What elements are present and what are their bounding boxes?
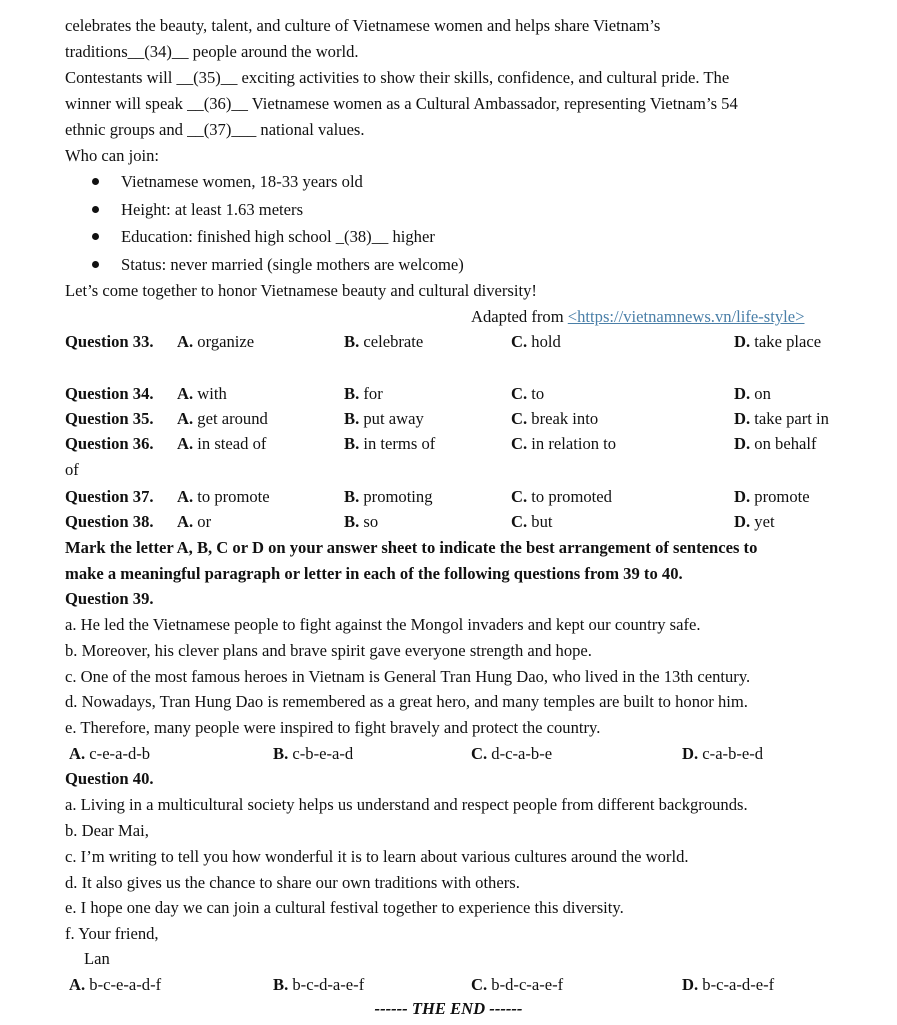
passage-line: winner will speak __(36)__ Vietnamese women as a Cultural Ambassador, representing Vietnam’s 54 — [65, 94, 738, 113]
bullet-dot-icon — [92, 206, 99, 213]
option-a: A. with — [177, 384, 227, 403]
option-d-wrap: of — [65, 460, 79, 479]
option-b: B. celebrate — [344, 332, 424, 351]
source-prefix: Adapted from — [471, 307, 568, 326]
sentence-item: e. Therefore, many people were inspired to fight bravely and protect the country. — [65, 718, 601, 737]
option-c: C. to promoted — [511, 487, 612, 506]
q40-option-a: A. b-c-e-a-d-f — [69, 975, 162, 994]
sentence-item: d. It also gives us the chance to share our own traditions with others. — [65, 873, 520, 892]
sentence-item: a. Living in a multicultural society helps us understand and respect people from different backgrounds. — [65, 795, 748, 814]
sentence-item: b. Moreover, his clever plans and brave spirit gave everyone strength and hope. — [65, 641, 592, 660]
source-link[interactable]: <https://vietnamnews.vn/life-style> — [567, 307, 805, 326]
q40-option-c: C. b-d-c-a-e-f — [471, 975, 564, 994]
option-b: B. put away — [344, 409, 424, 428]
question-label: Question 38. — [65, 512, 154, 531]
passage-closing: Let’s come together to honor Vietnamese beauty and cultural diversity! — [65, 281, 537, 300]
option-a: A. organize — [177, 332, 255, 351]
q40-option-d: D. b-c-a-d-e-f — [682, 975, 775, 994]
option-b: B. promoting — [344, 487, 433, 506]
bullet-dot-icon — [92, 261, 99, 268]
sentence-item: c. One of the most famous heroes in Vietnam is General Tran Hung Dao, who lived in the 13th century. — [65, 667, 751, 686]
sentence-item: b. Dear Mai, — [65, 821, 149, 840]
sentence-item: f. Your friend, — [65, 924, 159, 943]
option-b: B. for — [344, 384, 383, 403]
sentence-item: c. I’m writing to tell you how wonderful it is to learn about various cultures around the world. — [65, 847, 689, 866]
passage-line: celebrates the beauty, talent, and culture of Vietnamese women and helps share Vietnam’s — [65, 16, 661, 35]
option-c: C. break into — [511, 409, 599, 428]
passage-line: ethnic groups and __(37)___ national values. — [65, 120, 365, 139]
q39-option-b: B. c-b-e-a-d — [273, 744, 354, 763]
question-label: Question 37. — [65, 487, 154, 506]
bullet-item: Education: finished high school _(38)__ higher — [121, 227, 435, 246]
option-b: B. so — [344, 512, 379, 531]
option-b: B. in terms of — [344, 434, 436, 453]
sentence-item: e. I hope one day we can join a cultural festival together to experience this diversity. — [65, 898, 624, 917]
option-d: D. on behalf — [734, 434, 817, 453]
bullet-item: Status: never married (single mothers are welcome) — [121, 255, 464, 274]
who-can-join-heading: Who can join: — [65, 146, 160, 165]
option-a: A. or — [177, 512, 212, 531]
q39-option-c: C. d-c-a-b-e — [471, 744, 553, 763]
question-label: Question 35. — [65, 409, 154, 428]
bullet-item: Height: at least 1.63 meters — [121, 200, 304, 219]
option-d: D. take place — [734, 332, 822, 351]
sentence-item: a. He led the Vietnamese people to fight against the Mongol invaders and kept our country safe. — [65, 615, 701, 634]
q39-option-a: A. c-e-a-d-b — [69, 744, 151, 763]
instruction-line: make a meaningful paragraph or letter in each of the following questions from 39 to 40. — [65, 564, 683, 583]
bullet-dot-icon — [92, 233, 99, 240]
bullet-dot-icon — [92, 178, 99, 185]
q39-option-d: D. c-a-b-e-d — [682, 744, 764, 763]
question-40-label: Question 40. — [65, 769, 154, 788]
option-c: C. hold — [511, 332, 561, 351]
option-a: A. to promote — [177, 487, 270, 506]
option-d: D. on — [734, 384, 771, 403]
instruction-line: Mark the letter A, B, C or D on your answer sheet to indicate the best arrangement of sentences to — [65, 538, 758, 557]
option-d: D. yet — [734, 512, 775, 531]
question-39-label: Question 39. — [65, 589, 154, 608]
passage-line: traditions__(34)__ people around the world. — [65, 42, 359, 61]
option-c: C. to — [511, 384, 545, 403]
option-d: D. take part in — [734, 409, 829, 428]
question-label: Question 36. — [65, 434, 154, 453]
letter-signature: Lan — [84, 949, 110, 968]
option-a: A. get around — [177, 409, 268, 428]
sentence-item: d. Nowadays, Tran Hung Dao is remembered as a great hero, and many temples are built to honor him. — [65, 692, 748, 711]
option-c: C. in relation to — [511, 434, 617, 453]
option-c: C. but — [511, 512, 553, 531]
option-d: D. promote — [734, 487, 810, 506]
passage-line: Contestants will __(35)__ exciting activities to show their skills, confidence, and cultural pride. The — [65, 68, 730, 87]
option-a: A. in stead of — [177, 434, 267, 453]
question-label: Question 33. — [65, 332, 154, 351]
q40-option-b: B. b-c-d-a-e-f — [273, 975, 365, 994]
the-end-footer: ------ THE END ------ — [374, 999, 523, 1018]
source-citation — [471, 307, 805, 327]
question-label: Question 34. — [65, 384, 154, 403]
bullet-item: Vietnamese women, 18-33 years old — [121, 172, 363, 191]
